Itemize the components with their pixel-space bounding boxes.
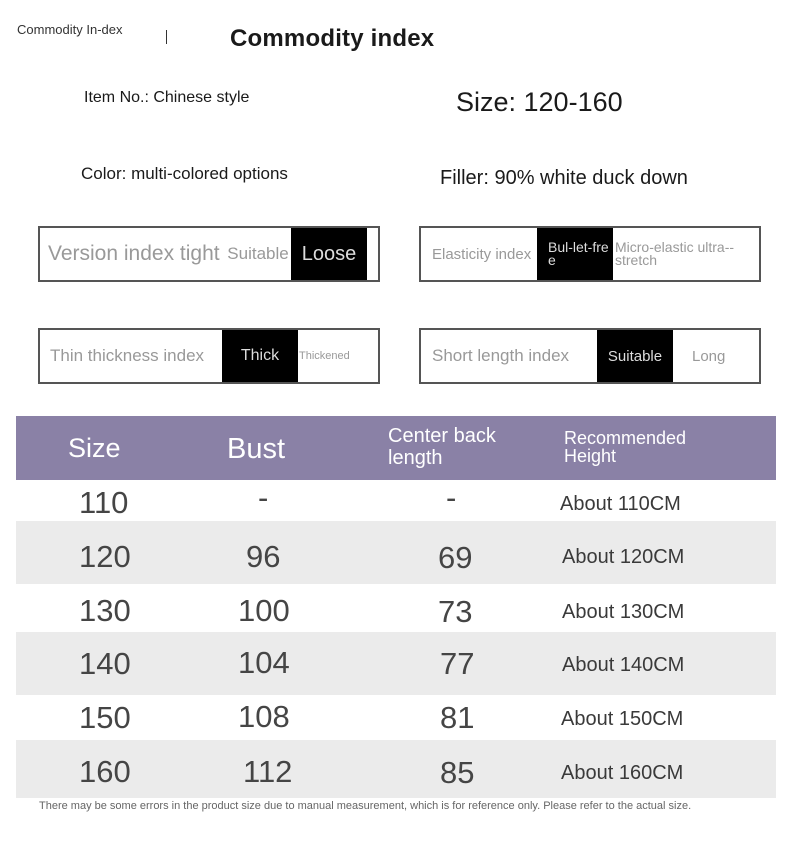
header-recommended-height: Recommended Height — [564, 428, 687, 466]
thickness-index-label: Thin thickness index — [50, 346, 205, 365]
row-size: 140 — [79, 646, 131, 681]
page-title: Commodity index — [230, 25, 435, 52]
row-back-length: 69 — [438, 540, 473, 575]
row-size: 110 — [79, 485, 129, 520]
size-range: Size: 120-160 — [456, 87, 623, 117]
table-row — [16, 695, 776, 740]
row-size: 150 — [79, 700, 131, 735]
elasticity-option-bullet-free: Bul-let-free — [537, 228, 613, 280]
row-bust: 96 — [246, 539, 281, 574]
version-index-box — [38, 226, 380, 282]
measurement-note: There may be some errors in the product size due to manual measurement, which is for reference only. Please refer to the actual size. — [39, 800, 692, 812]
row-bust: 104 — [238, 645, 290, 680]
length-option-suitable: Suitable — [597, 330, 673, 382]
header-center-back-length: Center back length — [388, 425, 496, 469]
header-small-label: Commodity In-dex — [17, 22, 123, 37]
table-row — [16, 521, 776, 584]
length-index-label: Short length index — [432, 346, 570, 365]
elasticity-index-box — [419, 226, 761, 282]
elasticity-option-micro-elastic: Micro-elastic ultra--stretch — [615, 239, 735, 268]
thickness-index-box — [38, 328, 380, 384]
row-bust: 112 — [243, 754, 293, 789]
table-row — [16, 740, 776, 798]
thickness-option-thickened: Thickened — [299, 350, 350, 362]
table-row — [16, 584, 776, 632]
table-row — [16, 632, 776, 695]
table-row — [16, 480, 776, 521]
row-bust: - — [258, 480, 269, 515]
row-height: About 140CM — [562, 654, 685, 676]
row-bust: 100 — [238, 593, 290, 628]
row-height: About 120CM — [562, 546, 685, 568]
item-number: Item No.: Chinese style — [84, 89, 250, 106]
header-size: Size — [68, 433, 121, 463]
length-option-long: Long — [692, 347, 726, 365]
version-option-suitable: Suitable — [227, 244, 289, 263]
row-bust: 108 — [238, 699, 290, 734]
row-size: 120 — [79, 539, 131, 574]
size-table-header — [16, 416, 776, 480]
color-options: Color: multi-colored options — [81, 164, 288, 183]
header-separator — [166, 30, 167, 44]
row-height: About 130CM — [562, 601, 685, 623]
row-size: 130 — [79, 593, 131, 628]
row-back-length: - — [446, 480, 457, 515]
filler-info: Filler: 90% white duck down — [440, 167, 688, 189]
header-bust: Bust — [227, 433, 286, 465]
row-back-length: 77 — [440, 646, 475, 681]
row-back-length: 85 — [440, 755, 475, 790]
row-size: 160 — [79, 754, 131, 789]
length-index-box — [419, 328, 761, 384]
row-back-length: 81 — [440, 700, 475, 735]
row-height: About 160CM — [561, 762, 684, 784]
thickness-option-thick: Thick — [222, 330, 298, 382]
version-option-loose: Loose — [291, 228, 367, 280]
version-index-label: Version index tight — [48, 242, 220, 265]
row-back-length: 73 — [438, 594, 473, 629]
row-height: About 110CM — [560, 493, 681, 515]
elasticity-index-label: Elasticity index — [432, 245, 532, 263]
row-height: About 150CM — [561, 708, 684, 730]
